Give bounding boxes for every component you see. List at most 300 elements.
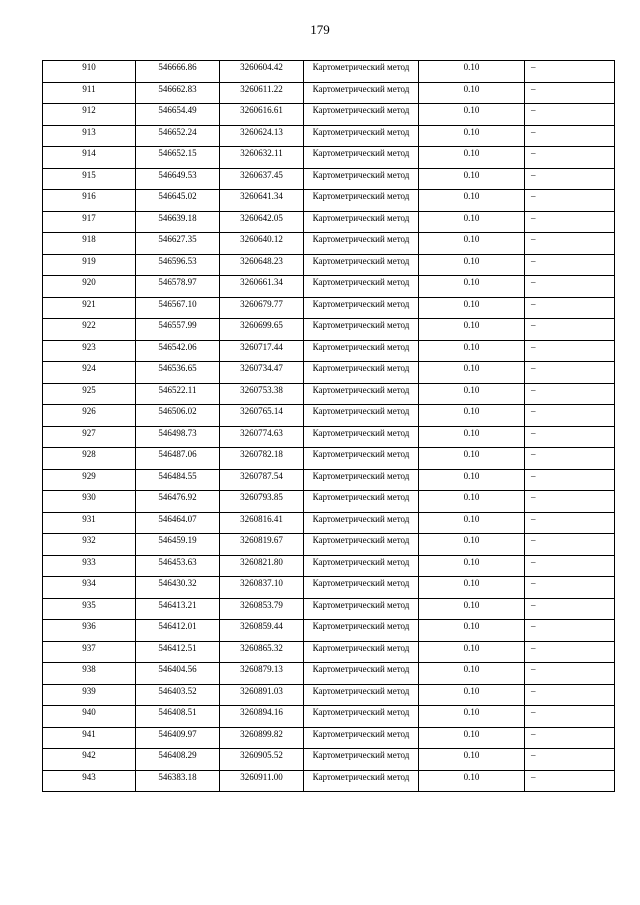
description-cell: [525, 383, 615, 405]
point-number-cell: [43, 491, 136, 513]
x-coordinate-cell: [136, 190, 220, 212]
y-coordinate-cell: [220, 211, 304, 233]
accuracy-text: 0.10: [463, 62, 480, 72]
y-coordinate-text: 3260911.00: [240, 771, 283, 782]
point-number-text: 911: [82, 83, 96, 94]
y-coordinate-cell: [220, 577, 304, 599]
point-number-cell: [43, 276, 136, 298]
point-number-cell: [43, 211, 136, 233]
accuracy-text: 0.10: [463, 621, 480, 631]
x-coordinate-cell: [136, 340, 220, 362]
accuracy-text: 0.10: [463, 212, 480, 223]
x-coordinate-cell: [136, 168, 220, 190]
method-text: Картометрический метод: [312, 126, 410, 137]
x-coordinate-cell: [136, 727, 220, 749]
table-row: [43, 61, 615, 83]
accuracy-text: 0.10: [463, 406, 480, 416]
method-cell: [304, 82, 419, 104]
accuracy-text: 0.10: [463, 492, 480, 502]
point-number-text: 918: [82, 234, 96, 244]
accuracy-cell: [419, 233, 525, 255]
accuracy-cell: [419, 534, 525, 556]
description-cell: [525, 125, 615, 147]
description-text: –: [531, 126, 536, 137]
y-coordinate-cell: [220, 598, 304, 620]
y-coordinate-text: 3260879.13: [240, 664, 283, 674]
accuracy-text: 0.10: [463, 169, 480, 180]
description-cell: [525, 448, 615, 470]
y-coordinate-cell: [220, 512, 304, 534]
x-coordinate-text: 546487.06: [158, 449, 197, 459]
point-number-cell: [43, 727, 136, 749]
y-coordinate-cell: [220, 684, 304, 706]
y-coordinate-text: 3260679.77: [240, 298, 283, 309]
x-coordinate-text: 546453.63: [158, 556, 197, 567]
point-number-text: 919: [82, 255, 96, 266]
method-text: Картометрический метод: [312, 492, 410, 502]
method-text: Картометрический метод: [312, 277, 410, 287]
x-coordinate-text: 546666.86: [158, 62, 197, 72]
x-coordinate-cell: [136, 577, 220, 599]
description-cell: [525, 577, 615, 599]
y-coordinate-text: 3260699.65: [240, 320, 283, 330]
method-text: Картометрический метод: [312, 449, 410, 459]
method-text: Картометрический метод: [312, 363, 410, 373]
y-coordinate-cell: [220, 104, 304, 126]
method-text: Картометрический метод: [312, 62, 410, 72]
x-coordinate-text: 546404.56: [158, 664, 197, 674]
method-cell: [304, 383, 419, 405]
y-coordinate-cell: [220, 469, 304, 491]
method-cell: [304, 147, 419, 169]
method-cell: [304, 577, 419, 599]
description-text: –: [531, 707, 536, 717]
table-row: [43, 598, 615, 620]
description-text: –: [531, 298, 536, 309]
x-coordinate-text: 546412.51: [158, 642, 197, 653]
x-coordinate-text: 546645.02: [158, 191, 197, 201]
method-cell: [304, 620, 419, 642]
method-cell: [304, 319, 419, 341]
description-cell: [525, 61, 615, 83]
x-coordinate-cell: [136, 598, 220, 620]
method-text: Картометрический метод: [312, 320, 410, 330]
point-number-text: 932: [82, 535, 96, 545]
accuracy-cell: [419, 577, 525, 599]
y-coordinate-text: 3260611.22: [240, 83, 283, 94]
x-coordinate-text: 546383.18: [158, 771, 197, 782]
y-coordinate-cell: [220, 448, 304, 470]
point-number-text: 925: [82, 384, 96, 395]
y-coordinate-cell: [220, 706, 304, 728]
y-coordinate-text: 3260753.38: [240, 384, 283, 395]
description-text: –: [531, 535, 536, 545]
point-number-text: 914: [82, 148, 96, 158]
point-number-cell: [43, 749, 136, 771]
y-coordinate-cell: [220, 190, 304, 212]
point-number-cell: [43, 577, 136, 599]
accuracy-text: 0.10: [463, 427, 480, 438]
accuracy-text: 0.10: [463, 664, 480, 674]
method-text: Картометрический метод: [312, 148, 410, 158]
y-coordinate-text: 3260865.32: [240, 642, 283, 653]
point-number-cell: [43, 319, 136, 341]
method-cell: [304, 362, 419, 384]
y-coordinate-text: 3260640.12: [240, 234, 283, 244]
point-number-cell: [43, 512, 136, 534]
accuracy-cell: [419, 340, 525, 362]
point-number-cell: [43, 254, 136, 276]
point-number-text: 933: [82, 556, 96, 567]
x-coordinate-text: 546459.19: [158, 535, 197, 545]
accuracy-cell: [419, 770, 525, 792]
point-number-cell: [43, 448, 136, 470]
description-cell: [525, 555, 615, 577]
y-coordinate-text: 3260837.10: [240, 578, 283, 588]
point-number-cell: [43, 340, 136, 362]
table-row: [43, 663, 615, 685]
y-coordinate-text: 3260734.47: [240, 363, 283, 373]
y-coordinate-cell: [220, 362, 304, 384]
point-number-text: 936: [82, 621, 96, 631]
description-cell: [525, 168, 615, 190]
accuracy-text: 0.10: [463, 298, 480, 309]
table-row: [43, 340, 615, 362]
point-number-cell: [43, 663, 136, 685]
table-row: [43, 749, 615, 771]
description-cell: [525, 297, 615, 319]
y-coordinate-cell: [220, 233, 304, 255]
accuracy-cell: [419, 512, 525, 534]
accuracy-cell: [419, 555, 525, 577]
accuracy-cell: [419, 491, 525, 513]
y-coordinate-text: 3260853.79: [240, 599, 283, 610]
point-number-text: 920: [82, 277, 96, 287]
table-row: [43, 491, 615, 513]
description-cell: [525, 534, 615, 556]
x-coordinate-cell: [136, 61, 220, 83]
y-coordinate-cell: [220, 276, 304, 298]
x-coordinate-text: 546498.73: [158, 427, 197, 438]
description-text: –: [531, 470, 536, 481]
description-text: –: [531, 234, 536, 244]
accuracy-cell: [419, 211, 525, 233]
x-coordinate-cell: [136, 448, 220, 470]
point-number-cell: [43, 125, 136, 147]
x-coordinate-text: 546627.35: [158, 234, 197, 244]
point-number-text: 929: [82, 470, 96, 481]
description-cell: [525, 770, 615, 792]
point-number-text: 913: [82, 126, 96, 137]
description-text: –: [531, 320, 536, 330]
table-row: [43, 362, 615, 384]
description-text: –: [531, 148, 536, 158]
point-number-text: 941: [82, 728, 96, 739]
method-cell: [304, 512, 419, 534]
x-coordinate-text: 546578.97: [158, 277, 197, 287]
y-coordinate-cell: [220, 749, 304, 771]
point-number-text: 934: [82, 578, 96, 588]
accuracy-cell: [419, 82, 525, 104]
method-cell: [304, 469, 419, 491]
accuracy-text: 0.10: [463, 191, 480, 201]
description-text: –: [531, 62, 536, 72]
table-row: [43, 297, 615, 319]
method-text: Картометрический метод: [312, 556, 410, 567]
description-cell: [525, 512, 615, 534]
accuracy-text: 0.10: [463, 126, 480, 137]
y-coordinate-text: 3260774.63: [240, 427, 283, 438]
method-cell: [304, 104, 419, 126]
accuracy-cell: [419, 620, 525, 642]
point-number-cell: [43, 405, 136, 427]
accuracy-cell: [419, 362, 525, 384]
point-number-text: 939: [82, 685, 96, 696]
point-number-cell: [43, 426, 136, 448]
description-text: –: [531, 771, 536, 782]
table-row: [43, 770, 615, 792]
description-text: –: [531, 212, 536, 223]
description-cell: [525, 469, 615, 491]
method-text: Картометрический метод: [312, 105, 410, 115]
y-coordinate-text: 3260859.44: [240, 621, 283, 631]
table-row: [43, 254, 615, 276]
y-coordinate-text: 3260604.42: [240, 62, 283, 72]
method-text: Картометрический метод: [312, 384, 410, 395]
method-text: Картометрический метод: [312, 427, 410, 438]
accuracy-cell: [419, 684, 525, 706]
y-coordinate-text: 3260821.80: [240, 556, 283, 567]
method-text: Картометрический метод: [312, 771, 410, 782]
point-number-text: 921: [82, 298, 96, 309]
description-cell: [525, 706, 615, 728]
description-text: –: [531, 384, 536, 395]
method-cell: [304, 641, 419, 663]
accuracy-cell: [419, 426, 525, 448]
x-coordinate-cell: [136, 211, 220, 233]
method-cell: [304, 297, 419, 319]
y-coordinate-cell: [220, 319, 304, 341]
point-number-cell: [43, 168, 136, 190]
description-cell: [525, 147, 615, 169]
point-number-cell: [43, 147, 136, 169]
method-text: Картометрический метод: [312, 599, 410, 610]
accuracy-cell: [419, 147, 525, 169]
point-number-text: 923: [82, 341, 96, 352]
x-coordinate-text: 546649.53: [158, 169, 197, 180]
x-coordinate-cell: [136, 254, 220, 276]
method-cell: [304, 534, 419, 556]
page-number: 179: [310, 22, 330, 37]
point-number-text: 916: [82, 191, 96, 201]
point-number-text: 942: [82, 750, 96, 760]
method-cell: [304, 125, 419, 147]
x-coordinate-text: 546413.21: [158, 599, 197, 610]
x-coordinate-cell: [136, 770, 220, 792]
y-coordinate-text: 3260765.14: [240, 406, 283, 416]
method-cell: [304, 233, 419, 255]
accuracy-text: 0.10: [463, 642, 480, 653]
point-number-cell: [43, 770, 136, 792]
table-row: [43, 620, 615, 642]
method-text: Картометрический метод: [312, 642, 410, 653]
accuracy-cell: [419, 706, 525, 728]
y-coordinate-cell: [220, 491, 304, 513]
y-coordinate-text: 3260899.82: [240, 728, 283, 739]
method-text: Картометрический метод: [312, 255, 410, 266]
table-row: [43, 168, 615, 190]
method-text: Картометрический метод: [312, 750, 410, 760]
y-coordinate-text: 3260648.23: [240, 255, 283, 266]
table-row: [43, 577, 615, 599]
point-number-text: 931: [82, 513, 96, 524]
description-text: –: [531, 255, 536, 266]
method-cell: [304, 448, 419, 470]
point-number-cell: [43, 383, 136, 405]
description-text: –: [531, 449, 536, 459]
x-coordinate-text: 546430.32: [158, 578, 197, 588]
y-coordinate-cell: [220, 534, 304, 556]
y-coordinate-cell: [220, 555, 304, 577]
method-cell: [304, 190, 419, 212]
description-cell: [525, 663, 615, 685]
accuracy-cell: [419, 276, 525, 298]
x-coordinate-cell: [136, 641, 220, 663]
description-cell: [525, 233, 615, 255]
method-cell: [304, 254, 419, 276]
point-number-cell: [43, 706, 136, 728]
description-cell: [525, 211, 615, 233]
method-cell: [304, 211, 419, 233]
table-row: [43, 233, 615, 255]
method-text: Картометрический метод: [312, 621, 410, 631]
description-cell: [525, 82, 615, 104]
accuracy-text: 0.10: [463, 384, 480, 395]
table-row: [43, 276, 615, 298]
x-coordinate-text: 546639.18: [158, 212, 197, 223]
x-coordinate-cell: [136, 125, 220, 147]
method-text: Картометрический метод: [312, 341, 410, 352]
method-text: Картометрический метод: [312, 298, 410, 309]
table-row: [43, 727, 615, 749]
accuracy-cell: [419, 125, 525, 147]
table-row: [43, 684, 615, 706]
point-number-cell: [43, 620, 136, 642]
table-row: [43, 147, 615, 169]
accuracy-text: 0.10: [463, 341, 480, 352]
y-coordinate-text: 3260793.85: [240, 492, 283, 502]
point-number-text: 940: [82, 707, 96, 717]
table-row: [43, 405, 615, 427]
point-number-text: 910: [82, 62, 96, 72]
x-coordinate-cell: [136, 749, 220, 771]
point-number-cell: [43, 534, 136, 556]
x-coordinate-text: 546484.55: [158, 470, 197, 481]
x-coordinate-cell: [136, 426, 220, 448]
table-row: [43, 125, 615, 147]
method-cell: [304, 61, 419, 83]
x-coordinate-cell: [136, 233, 220, 255]
x-coordinate-text: 546506.02: [158, 406, 197, 416]
description-text: –: [531, 363, 536, 373]
description-text: –: [531, 642, 536, 653]
y-coordinate-cell: [220, 297, 304, 319]
description-cell: [525, 598, 615, 620]
x-coordinate-text: 546662.83: [158, 83, 197, 94]
accuracy-text: 0.10: [463, 105, 480, 115]
method-text: Картометрический метод: [312, 406, 410, 416]
x-coordinate-text: 546522.11: [158, 384, 197, 395]
point-number-text: 935: [82, 599, 96, 610]
y-coordinate-text: 3260717.44: [240, 341, 283, 352]
method-text: Картометрический метод: [312, 83, 410, 94]
x-coordinate-text: 546557.99: [158, 320, 197, 330]
description-text: –: [531, 513, 536, 524]
y-coordinate-text: 3260616.61: [240, 105, 283, 115]
y-coordinate-text: 3260661.34: [240, 277, 283, 287]
x-coordinate-text: 546652.15: [158, 148, 197, 158]
x-coordinate-cell: [136, 491, 220, 513]
point-number-cell: [43, 641, 136, 663]
point-number-text: 917: [82, 212, 96, 223]
y-coordinate-cell: [220, 620, 304, 642]
table-row: [43, 104, 615, 126]
method-text: Картометрический метод: [312, 728, 410, 739]
description-text: –: [531, 169, 536, 180]
y-coordinate-text: 3260816.41: [240, 513, 283, 524]
table-row: [43, 319, 615, 341]
accuracy-cell: [419, 190, 525, 212]
description-text: –: [531, 83, 536, 94]
description-cell: [525, 362, 615, 384]
y-coordinate-text: 3260782.18: [240, 449, 283, 459]
description-cell: [525, 405, 615, 427]
coordinates-table: [42, 60, 615, 792]
point-number-cell: [43, 362, 136, 384]
x-coordinate-cell: [136, 147, 220, 169]
point-number-text: 943: [82, 771, 96, 782]
y-coordinate-cell: [220, 405, 304, 427]
x-coordinate-cell: [136, 362, 220, 384]
y-coordinate-cell: [220, 147, 304, 169]
x-coordinate-cell: [136, 297, 220, 319]
accuracy-text: 0.10: [463, 728, 480, 739]
table-row: [43, 534, 615, 556]
y-coordinate-cell: [220, 663, 304, 685]
accuracy-cell: [419, 297, 525, 319]
point-number-text: 927: [82, 427, 96, 438]
x-coordinate-text: 546476.92: [158, 492, 197, 502]
point-number-text: 924: [82, 363, 96, 373]
point-number-text: 926: [82, 406, 96, 416]
point-number-cell: [43, 297, 136, 319]
description-text: –: [531, 277, 536, 287]
table-row: [43, 82, 615, 104]
point-number-text: 912: [82, 105, 96, 115]
accuracy-cell: [419, 641, 525, 663]
method-cell: [304, 706, 419, 728]
accuracy-cell: [419, 727, 525, 749]
table-row: [43, 448, 615, 470]
description-cell: [525, 276, 615, 298]
y-coordinate-cell: [220, 426, 304, 448]
method-text: Картометрический метод: [312, 191, 410, 201]
accuracy-cell: [419, 448, 525, 470]
method-text: Картометрический метод: [312, 212, 410, 223]
y-coordinate-text: 3260641.34: [240, 191, 283, 201]
table-row: [43, 706, 615, 728]
accuracy-cell: [419, 104, 525, 126]
